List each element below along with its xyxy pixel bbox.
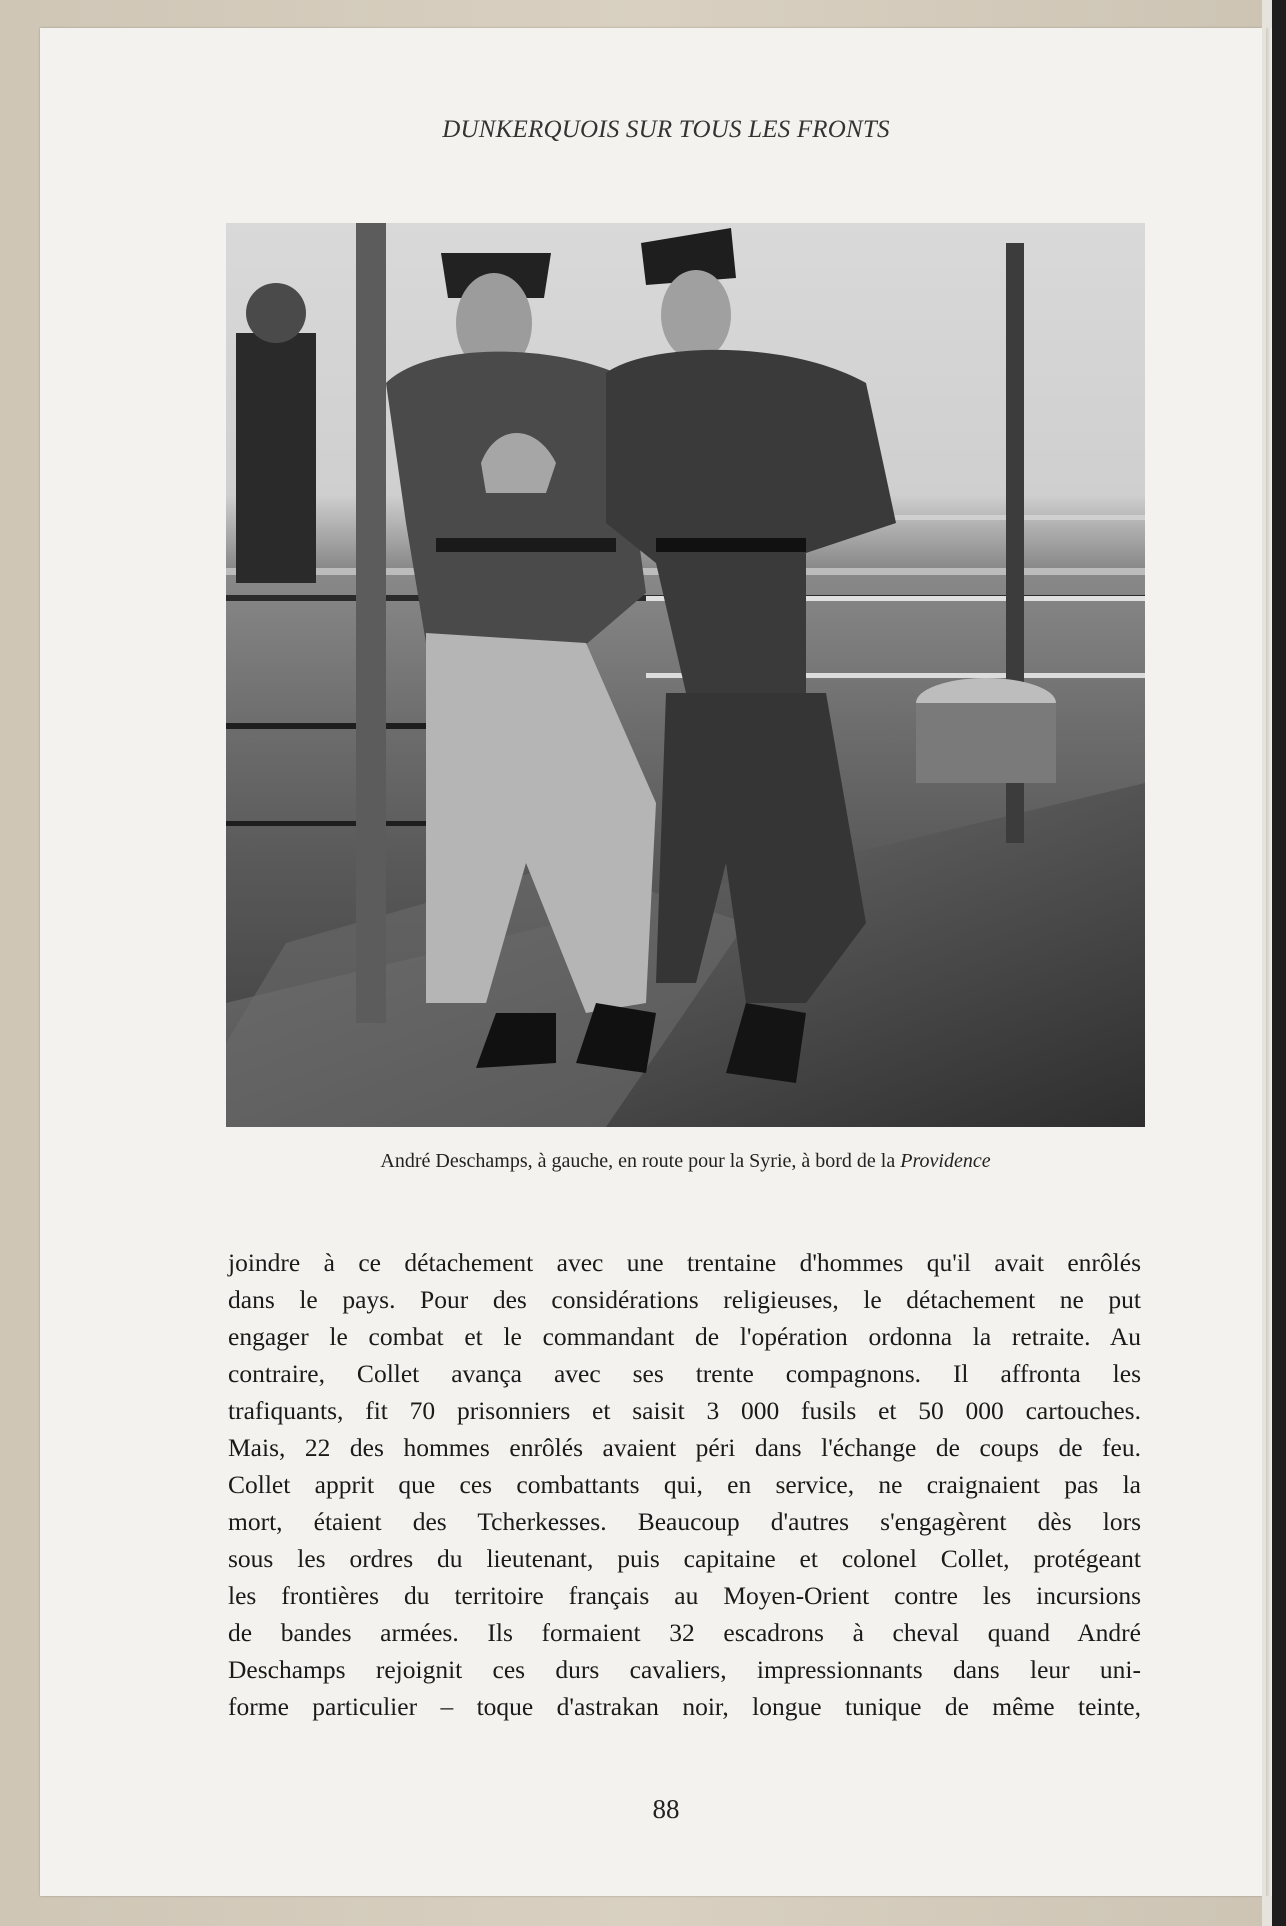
body-line: Mais, 22 des hommes enrôlés avaient péri dans l'échange de coups de feu.	[228, 1433, 1141, 1462]
caption-text: André Deschamps, à gauche, en route pour la Syrie, à bord de la	[380, 1150, 901, 1172]
body-line: sous les ordres du lieutenant, puis capitaine et colonel Collet, protégeant	[228, 1544, 1141, 1573]
photo-caption	[226, 1150, 1145, 1173]
body-line: Deschamps rejoignit ces durs cavaliers, impressionnants dans leur uni-	[228, 1655, 1141, 1684]
caption-ship-name: Providence	[900, 1150, 991, 1172]
body-line: contraire, Collet avança avec ses trente compagnons. Il affronta les	[228, 1359, 1141, 1388]
body-line: les frontières du territoire français au Moyen-Orient contre les incursions	[228, 1581, 1141, 1610]
body-line: mort, étaient des Tcherkesses. Beaucoup d'autres s'engagèrent dès lors	[228, 1507, 1141, 1536]
photograph	[226, 223, 1145, 1127]
body-line: Collet apprit que ces combattants qui, en service, ne craignaient pas la	[228, 1470, 1141, 1499]
body-line: de bandes armées. Ils formaient 32 escadrons à cheval quand André	[228, 1618, 1141, 1647]
body-line: trafiquants, fit 70 prisonniers et saisit 3 000 fusils et 50 000 cartouches.	[228, 1396, 1141, 1425]
body-line: forme particulier – toque d'astrakan noir, longue tunique de même teinte,	[228, 1692, 1141, 1721]
body-line: joindre à ce détachement avec une trentaine d'hommes qu'il avait enrôlés	[228, 1248, 1141, 1277]
page-number: 88	[652, 1794, 680, 1824]
dark-border	[1272, 0, 1286, 1926]
running-head: DUNKERQUOIS SUR TOUS LES FRONTS	[442, 116, 890, 143]
body-paragraph	[228, 1244, 1141, 1725]
photograph-two-soldiers-icon	[226, 223, 1145, 1127]
body-line: dans le pays. Pour des considérations religieuses, le détachement ne put	[228, 1285, 1141, 1314]
body-line: engager le combat et le commandant de l'opération ordonna la retraite. Au	[228, 1322, 1141, 1351]
